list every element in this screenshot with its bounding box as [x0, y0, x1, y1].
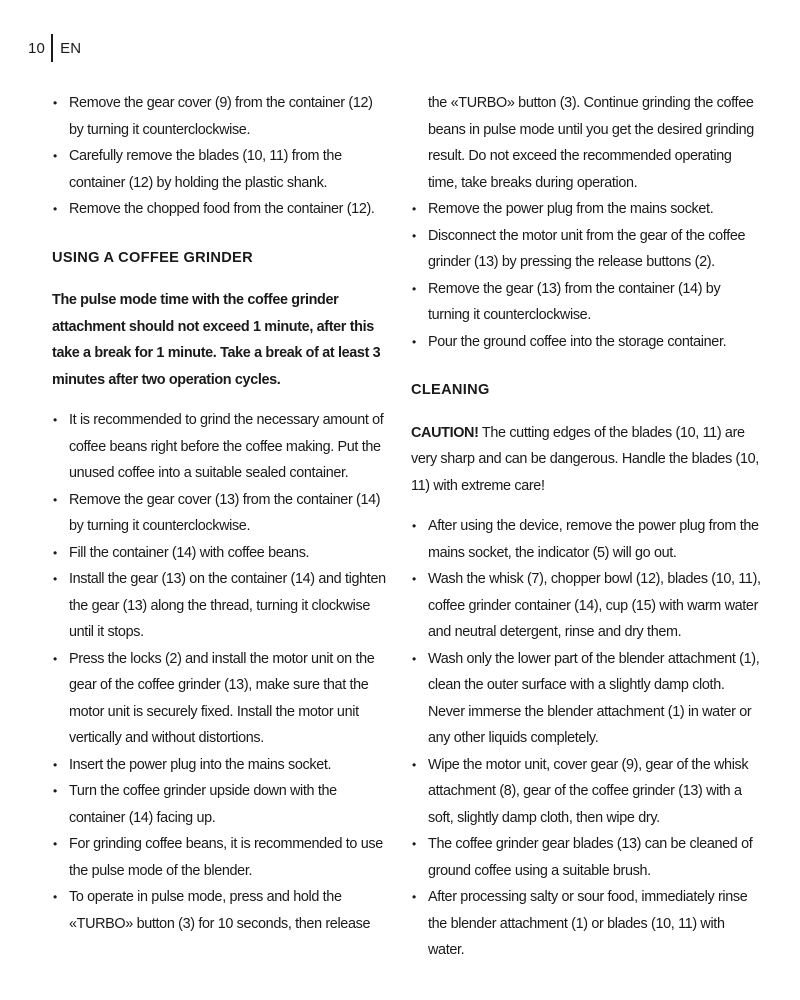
section-heading-cleaning: CLEANING	[411, 382, 490, 398]
list-item: • Pour the ground coffee into the storage container.	[411, 329, 763, 356]
section-heading-coffee-grinder: USING A COFFEE GRINDER	[52, 249, 253, 266]
left-column	[52, 90, 387, 937]
intro-list	[52, 90, 387, 223]
list-item: • For grinding coffee beans, it is recommended to use the pulse mode of the blender.	[52, 831, 387, 884]
caution-label: CAUTION!	[411, 424, 479, 441]
list-item: • After processing salty or sour food, immediately rinse the blender attachment (1) or blades (10, 11) with water.	[411, 884, 763, 964]
page-header	[28, 34, 81, 62]
list-item: • Press the locks (2) and install the motor unit on the gear of the coffee grinder (13), make sure that the motor unit is securely fixed. Install the motor unit vertically and without distortions.	[52, 646, 387, 752]
list-item: • Turn the coffee grinder upside down with the container (14) facing up.	[52, 778, 387, 831]
list-item: • To operate in pulse mode, press and hold the «TURBO» button (3) for 10 seconds, then release	[52, 884, 387, 937]
list-item: • Wash only the lower part of the blender attachment (1), clean the outer surface with a slightly damp cloth. Never immerse the blender attachment (1) in water or any other liquids completely.	[411, 646, 763, 752]
list-item-continuation: the «TURBO» button (3). Continue grinding the coffee beans in pulse mode until you get the desired grinding result. Do not exceed the recommended operating time, take breaks during operation.	[428, 95, 754, 191]
list-item: • Carefully remove the blades (10, 11) from the container (12) by holding the plastic shank.	[52, 143, 387, 196]
list-item: • Insert the power plug into the mains socket.	[52, 752, 387, 779]
header-divider	[51, 34, 53, 62]
list-item: • After using the device, remove the power plug from the mains socket, the indicator (5) will go out.	[411, 513, 763, 566]
caution-text: The cutting edges of the blades (10, 11) are very sharp and can be dangerous. Handle the blades (10, 11) with extreme care!	[411, 424, 759, 494]
list-item: • Wipe the motor unit, cover gear (9), gear of the whisk attachment (8), gear of the coffee grinder (13) with a soft, slightly damp cloth, then wipe dry.	[411, 752, 763, 832]
list-item: • Remove the gear (13) from the container (14) by turning it counterclockwise.	[411, 276, 763, 329]
list-item: • It is recommended to grind the necessary amount of coffee beans right before the coffee making. Put the unused coffee into a suitable sealed container.	[52, 407, 387, 487]
coffee-grinder-steps	[52, 407, 387, 937]
right-column	[411, 90, 763, 964]
warning-text: The pulse mode time with the coffee grinder attachment should not exceed 1 minute, after this take a break for 1 minute. Take a break of at least 3 minutes after two operation cycles.	[52, 292, 381, 388]
list-item: • Remove the chopped food from the container (12).	[52, 196, 387, 223]
list-item: • Wash the whisk (7), chopper bowl (12), blades (10, 11), coffee grinder container (14), cup (15) with warm water and neutral detergent, rinse and dry them.	[411, 566, 763, 646]
coffee-grinder-steps-continued	[411, 90, 763, 355]
caution-note	[411, 420, 763, 500]
list-item: • Remove the power plug from the mains socket.	[411, 196, 763, 223]
cleaning-steps	[411, 513, 763, 964]
list-item: • The coffee grinder gear blades (13) can be cleaned of ground coffee using a suitable brush.	[411, 831, 763, 884]
list-item: • Install the gear (13) on the container (14) and tighten the gear (13) along the thread, turning it clockwise until it stops.	[52, 566, 387, 646]
page-number: 10	[28, 39, 46, 57]
list-item: • Fill the container (14) with coffee beans.	[52, 540, 387, 567]
list-item: • Remove the gear cover (13) from the container (14) by turning it counterclockwise.	[52, 487, 387, 540]
language-code: EN	[60, 39, 82, 57]
list-item: • Disconnect the motor unit from the gear of the coffee grinder (13) by pressing the release buttons (2).	[411, 223, 763, 276]
list-item: • Remove the gear cover (9) from the container (12) by turning it counterclockwise.	[52, 90, 387, 143]
